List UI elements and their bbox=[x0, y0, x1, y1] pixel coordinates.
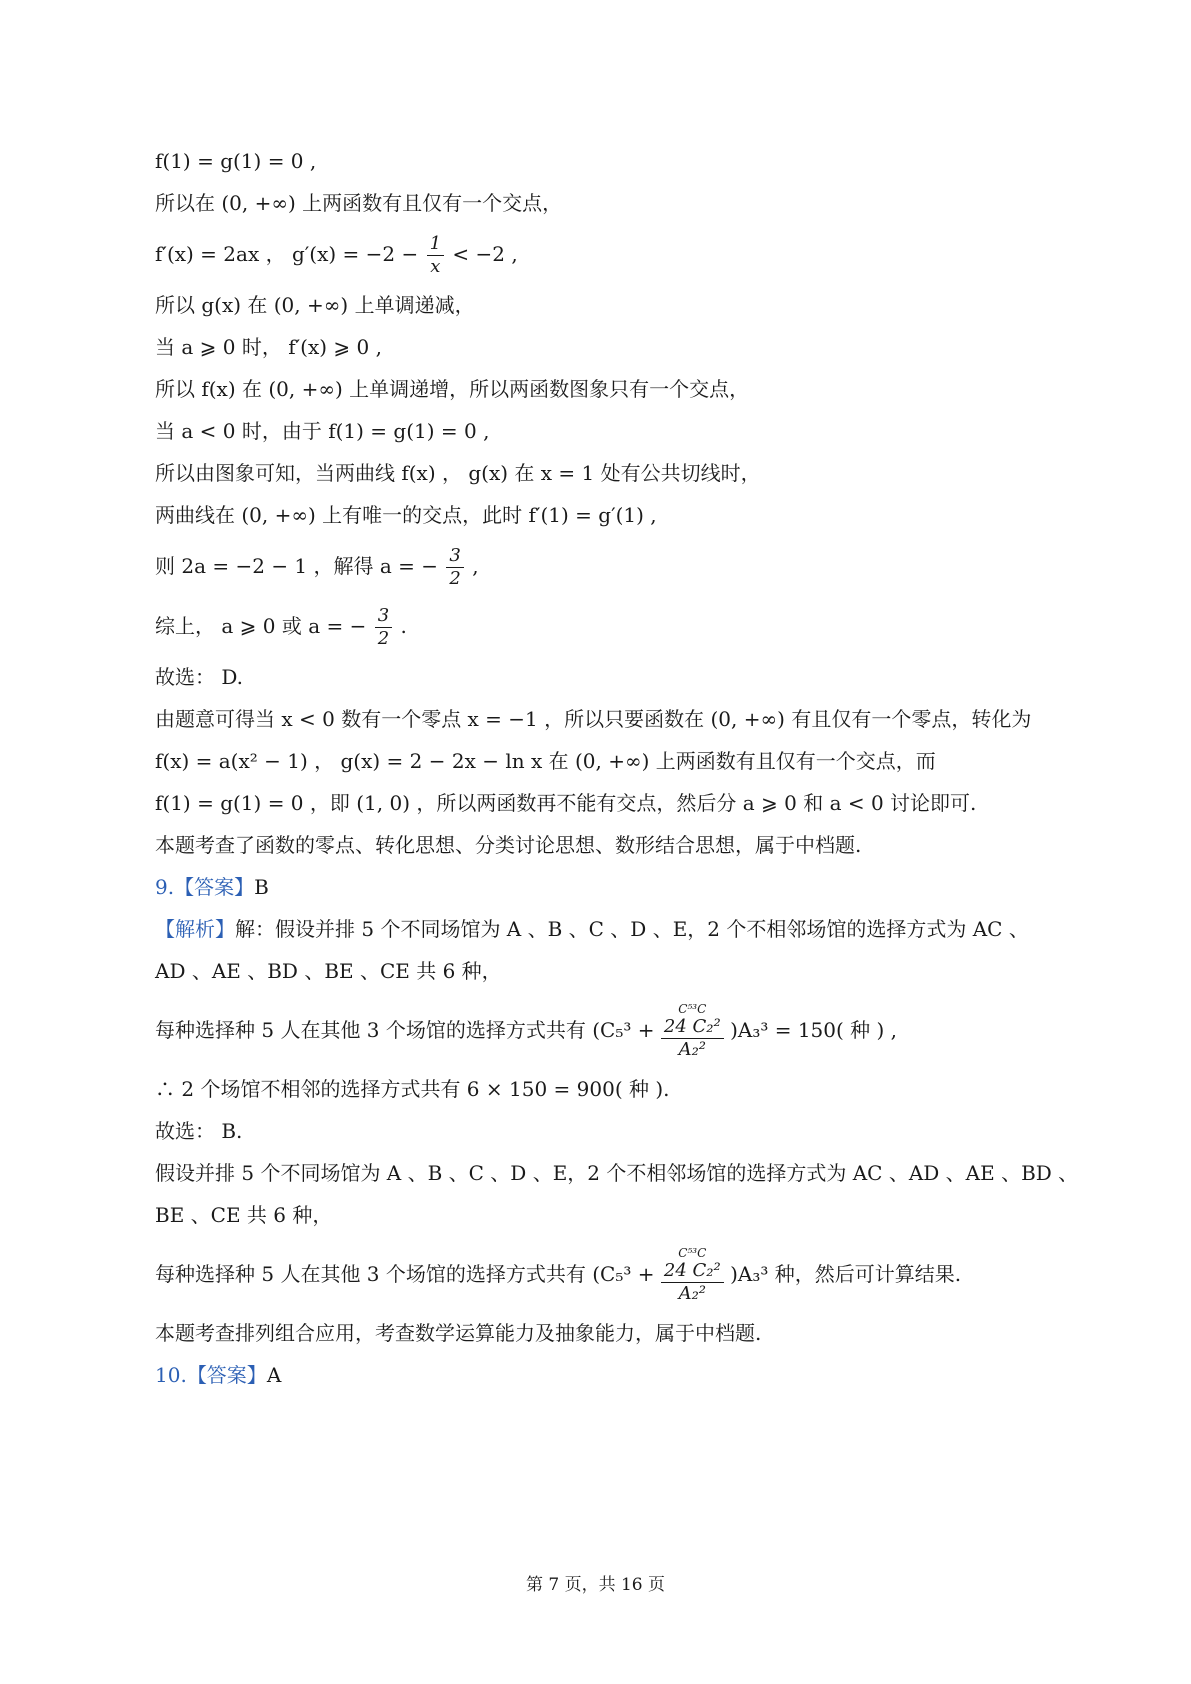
text-line: 当 a < 0 时，由于 f(1) = g(1) = 0 , bbox=[155, 419, 490, 443]
text-line: 所以 f(x) 在 (0, +∞) 上单调递增，所以两函数图象只有一个交点， bbox=[155, 377, 750, 401]
text-line: 本题考查了函数的零点、转化思想、分类讨论思想、数形结合思想，属于中档题. bbox=[155, 833, 862, 857]
page-footer: 第 7 页，共 16 页 bbox=[525, 1575, 666, 1595]
fraction-numerator: 3 bbox=[446, 545, 463, 568]
text-line: 所以在 (0, +∞) 上两函数有且仅有一个交点， bbox=[155, 191, 563, 215]
fraction bbox=[446, 545, 463, 590]
fraction-denominator: A₂² bbox=[678, 1283, 707, 1304]
answer-line-q9 bbox=[155, 866, 1055, 908]
answer-value: A bbox=[266, 1363, 282, 1387]
text-line: 所以 g(x) 在 (0, +∞) 上单调递减， bbox=[155, 293, 475, 317]
answer-line-q10 bbox=[155, 1354, 1055, 1396]
fraction-overlay: C⁵³C bbox=[678, 1002, 707, 1016]
text-line: 所以由图象可知，当两曲线 f(x) ， g(x) 在 x = 1 处有公共切线时， bbox=[155, 461, 761, 485]
content-area bbox=[155, 140, 1079, 1396]
text-line: 由题意可得当 x < 0 数有一个零点 x = −1 ，所以只要函数在 (0, +∞) 有且仅有一个零点，转化为 bbox=[155, 707, 1032, 731]
analysis-label: 【解析】 bbox=[155, 917, 235, 941]
text-line: 当 a ⩾ 0 时， f′(x) ⩾ 0 , bbox=[155, 335, 382, 359]
answer-label: 【答案】 bbox=[174, 875, 255, 899]
fraction-numerator: 24 C₂² bbox=[661, 1260, 724, 1283]
fraction-denominator: A₂² bbox=[678, 1039, 707, 1060]
fraction-numerator: 1 bbox=[427, 233, 444, 256]
answer-label: 【答案】 bbox=[186, 1363, 267, 1387]
fraction-denominator: 2 bbox=[449, 568, 461, 589]
text-line: f(1) = g(1) = 0 ，即 (1, 0) ，所以两函数再不能有交点，然后分 a ⩾ 0 和 a < 0 讨论即可. bbox=[155, 791, 977, 815]
fraction bbox=[427, 233, 444, 278]
text-segment: 每种选择种 5 人在其他 3 个场馆的选择方式共有 bbox=[155, 1262, 586, 1286]
text-line: 故选： D. bbox=[155, 665, 244, 689]
text-line bbox=[155, 596, 1055, 656]
text-line: 故选： B. bbox=[155, 1119, 243, 1143]
text-line bbox=[155, 224, 1055, 284]
text-segment: , bbox=[472, 554, 479, 578]
analysis-line bbox=[155, 908, 1055, 950]
text-segment: f′(x) = 2ax ， g′(x) = −2 − bbox=[155, 242, 419, 266]
question-number: 10. bbox=[155, 1363, 187, 1387]
combination-fraction bbox=[661, 1246, 724, 1305]
text-line: BE 、CE 共 6 种， bbox=[155, 1203, 333, 1227]
text-line: AD 、AE 、BD 、BE 、CE 共 6 种， bbox=[155, 959, 502, 983]
text-segment: 每种选择种 5 人在其他 3 个场馆的选择方式共有 bbox=[155, 1018, 586, 1042]
text-segment: . bbox=[400, 614, 407, 638]
text-line: ∴ 2 个场馆不相邻的选择方式共有 6 × 150 = 900( 种 ). bbox=[155, 1077, 670, 1101]
fraction-denominator: x bbox=[430, 256, 441, 277]
text-segment: )A₃³ 种，然后可计算结果. bbox=[730, 1262, 962, 1286]
text-line: 两曲线在 (0, +∞) 上有唯一的交点，此时 f′(1) = g′(1) , bbox=[155, 503, 657, 527]
question-number: 9. bbox=[155, 875, 175, 899]
analysis-text: 解：假设并排 5 个不同场馆为 A 、B 、C 、D 、E，2 个不相邻场馆的选择方式为 AC 、 bbox=[235, 917, 1029, 941]
fraction-numerator: 3 bbox=[375, 605, 392, 628]
combination-fraction bbox=[661, 1002, 724, 1061]
text-line: f(x) = a(x² − 1) ， g(x) = 2 − 2x − ln x 在 (0, +∞) 上两函数有且仅有一个交点，而 bbox=[155, 749, 936, 773]
text-segment: 综上， a ⩾ 0 或 a = − bbox=[155, 614, 367, 638]
text-segment: 则 2a = −2 − 1 ，解得 a = − bbox=[155, 554, 439, 578]
fraction bbox=[375, 605, 392, 650]
text-segment: (C₅³ + bbox=[592, 1262, 655, 1286]
text-line: f(1) = g(1) = 0 , bbox=[155, 149, 317, 173]
text-segment: < −2 , bbox=[452, 242, 518, 266]
fraction-denominator: 2 bbox=[377, 628, 390, 649]
text-line: 假设并排 5 个不同场馆为 A 、B 、C 、D 、E，2 个不相邻场馆的选择方式为 AC 、AD 、AE 、BD 、 bbox=[155, 1161, 1079, 1185]
text-segment: )A₃³ = 150( 种 ) , bbox=[730, 1018, 898, 1042]
text-segment: (C₅³ + bbox=[592, 1018, 655, 1042]
text-line bbox=[155, 536, 1055, 596]
text-line bbox=[155, 1236, 1055, 1312]
fraction-overlay: C⁵³C bbox=[678, 1246, 707, 1260]
text-line bbox=[155, 992, 1055, 1068]
answer-value: B bbox=[254, 875, 269, 899]
text-line: 本题考查排列组合应用，考查数学运算能力及抽象能力，属于中档题. bbox=[155, 1321, 762, 1345]
fraction-numerator: 24 C₂² bbox=[661, 1016, 724, 1039]
